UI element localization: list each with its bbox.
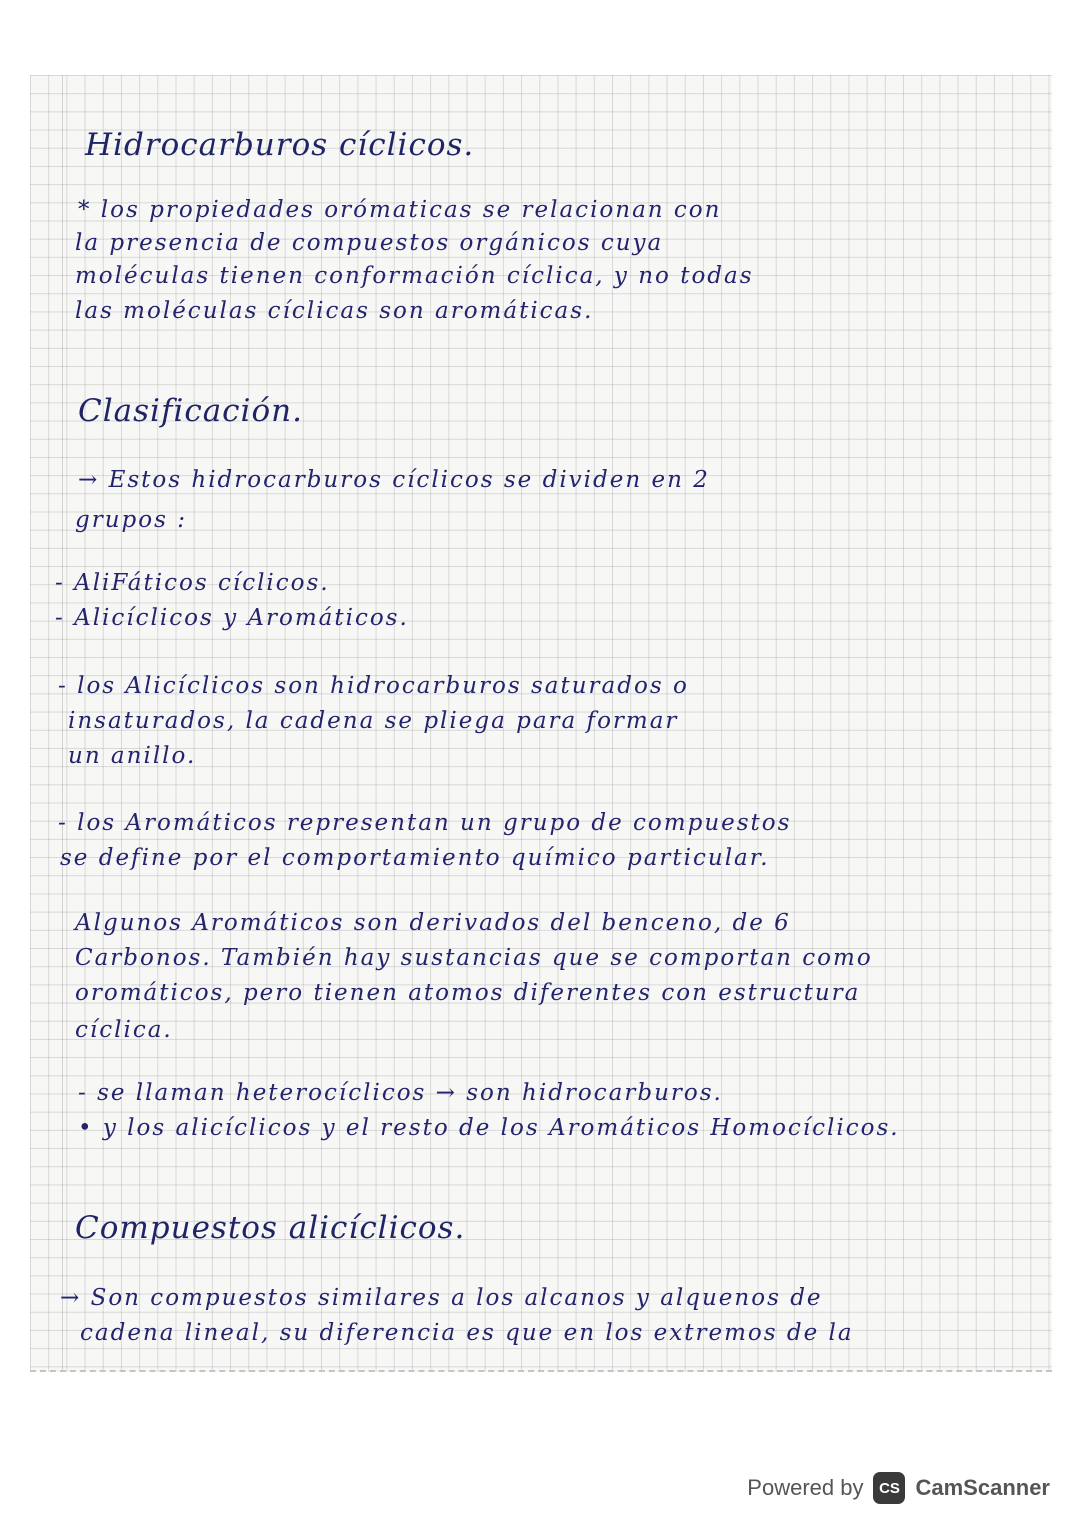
heading-clasificacion: Clasificación. — [78, 393, 303, 429]
heading-compuestos-aliciclicos: Compuestos alicíclicos. — [75, 1210, 466, 1246]
camscanner-logo-icon: CS — [873, 1472, 905, 1504]
text-line: las moléculas cíclicas son aromáticas. — [75, 298, 594, 324]
text-line: Algunos Aromáticos son derivados del benceno, de 6 — [75, 910, 791, 936]
text-line: cadena lineal, su diferencia es que en los extremos de la — [80, 1320, 854, 1346]
text-line: → Estos hidrocarburos cíclicos se dividen en 2 — [78, 467, 710, 493]
title-hidrocarburos-ciclicos: Hidrocarburos cíclicos. — [85, 127, 475, 163]
list-item: - AliFáticos cíclicos. — [55, 570, 330, 596]
text-line: • y los alicíclicos y el resto de los Aromáticos Homocíclicos. — [78, 1115, 900, 1141]
margin-line — [62, 75, 63, 1370]
text-line: un anillo. — [68, 743, 197, 769]
list-item: - Alicíclicos y Aromáticos. — [55, 605, 409, 631]
text-line: insaturados, la cadena se pliega para formar — [68, 708, 679, 734]
text-line: - los Aromáticos representan un grupo de compuestos — [58, 810, 792, 836]
text-line: - los Alicíclicos son hidrocarburos saturados o — [58, 673, 689, 699]
camscanner-watermark — [747, 1468, 1050, 1508]
text-line: moléculas tienen conformación cíclica, y no todas — [75, 263, 754, 289]
scanned-notebook-page — [30, 75, 1052, 1372]
text-line: la presencia de compuestos orgánicos cuya — [75, 230, 664, 256]
text-line: cíclica. — [75, 1017, 173, 1043]
text-line: grupos : — [75, 507, 187, 533]
text-line: → Son compuestos similares a los alcanos y alquenos de — [60, 1285, 823, 1311]
text-line: oromáticos, pero tienen atomos diferentes con estructura — [75, 980, 861, 1006]
text-line: Carbonos. También hay sustancias que se comportan como — [75, 945, 873, 971]
text-line: * los propiedades orómaticas se relacionan con — [78, 197, 722, 223]
powered-by-label: Powered by — [747, 1475, 864, 1500]
text-line: se define por el comportamiento químico particular. — [60, 845, 770, 871]
text-line: - se llaman heterocíclicos → son hidrocarburos. — [78, 1080, 723, 1106]
camscanner-brand: CamScanner — [915, 1475, 1050, 1500]
